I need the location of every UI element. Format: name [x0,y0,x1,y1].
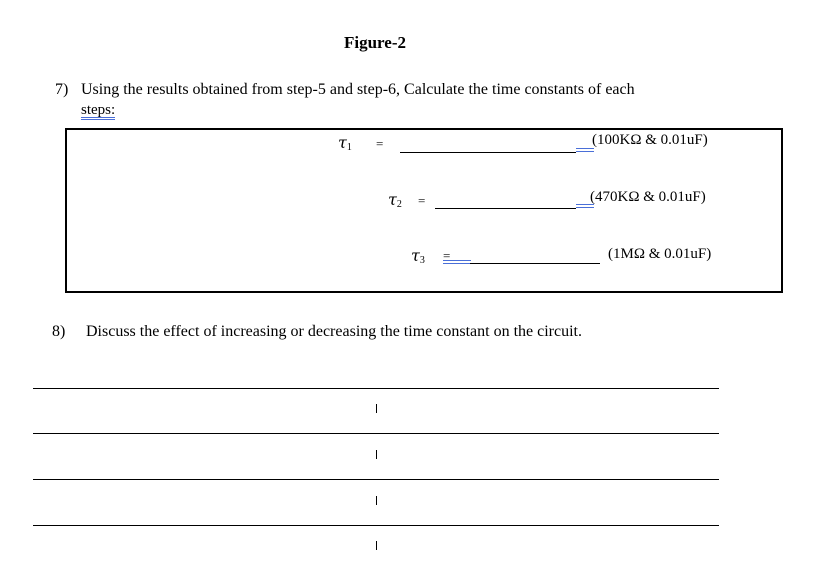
tau-2-answer-line[interactable] [435,208,576,209]
cursor-mark-1 [376,404,377,413]
answer-line-4[interactable] [33,525,719,526]
question-8-text: Discuss the effect of increasing or decreasing the time constant on the circuit. [86,323,582,340]
figure-title: Figure-2 [344,33,407,52]
tau-3-blue-mark [443,260,471,264]
answer-line-3[interactable] [33,479,719,480]
tau-2-symbol: $\tau_2$ [388,190,402,210]
tau-3-symbol: $\tau_3$ [411,246,425,266]
cursor-mark-4 [376,541,377,550]
tau-1-condition: (100KΩ & 0.01uF) [592,132,708,148]
question-8-number: 8) [52,323,66,340]
tau-1-symbol: $\tau_1$ [338,133,352,153]
answer-line-2[interactable] [33,433,719,434]
question-7-text: Using the results obtained from step-5 and step-6, Calculate the time constants of each [81,81,635,98]
tau-1-equals: = [376,136,384,151]
question-7-number: 7) [55,81,69,98]
cursor-mark-3 [376,496,377,505]
tau-1-answer-line[interactable] [400,152,576,153]
tau-2-condition: (470KΩ & 0.01uF) [590,189,706,205]
tau-3-equals: = [443,248,451,263]
tau-3-condition: (1MΩ & 0.01uF) [608,246,712,262]
answer-line-1[interactable] [33,388,719,389]
question-7-text-continued [81,102,115,119]
steps-label: steps: [81,102,116,118]
cursor-mark-2 [376,450,377,459]
tau-3-answer-line[interactable] [470,263,600,264]
tau-2-equals: = [418,193,426,208]
